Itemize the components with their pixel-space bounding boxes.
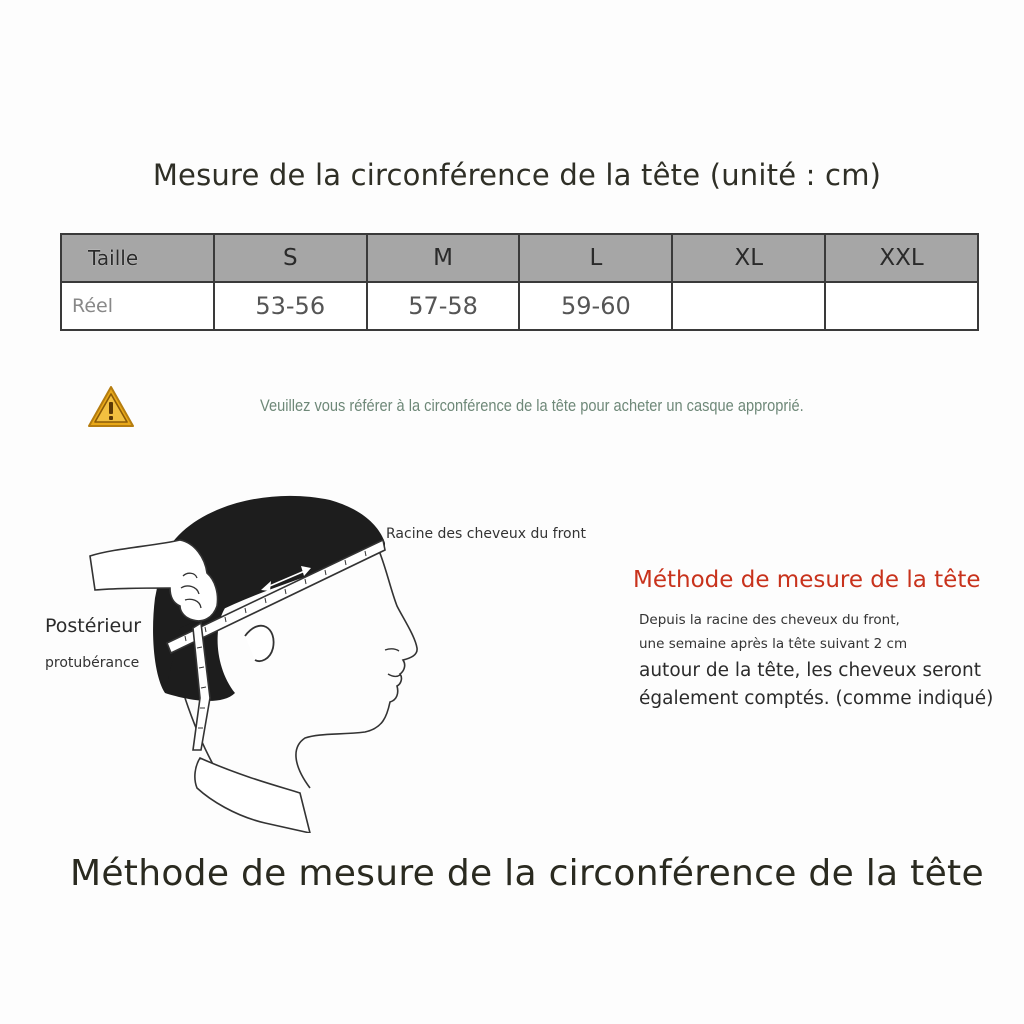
notice-text: Veuillez vous référer à la circonférence de la tête pour acheter un casque approprié. (260, 396, 804, 415)
method-description-line: également comptés. (comme indiqué) (639, 688, 994, 709)
bottom-title: Méthode de mesure de la circonférence de la tête (70, 853, 984, 894)
size-header-cell: L (519, 234, 672, 282)
size-header-cell: XL (672, 234, 825, 282)
size-table-header-row (61, 234, 978, 282)
warning-triangle-icon (86, 384, 136, 430)
label-front-hairline: Racine des cheveux du front (386, 526, 586, 542)
size-table (60, 233, 979, 331)
page-title: Mesure de la circonférence de la tête (unité : cm) (152, 158, 882, 192)
method-description-line: Depuis la racine des cheveux du front, (639, 612, 900, 628)
method-description-line: une semaine après la tête suivant 2 cm (639, 636, 908, 652)
size-value-cell: 59-60 (519, 282, 672, 330)
size-header-cell: XXL (825, 234, 978, 282)
size-value-cell: 53-56 (214, 282, 367, 330)
size-header-cell: M (367, 234, 520, 282)
row-label-cell: Réel (61, 282, 214, 330)
size-value-cell (672, 282, 825, 330)
size-value-cell: 57-58 (367, 282, 520, 330)
size-header-cell: Taille (61, 234, 214, 282)
label-posterior: Postérieur (45, 615, 142, 637)
method-description-line: autour de la tête, les cheveux seront (639, 660, 981, 681)
label-protuberance: protubérance (45, 655, 140, 671)
size-header-cell: S (214, 234, 367, 282)
size-value-cell (825, 282, 978, 330)
size-table-value-row (61, 282, 978, 330)
method-title: Méthode de mesure de la tête (633, 567, 981, 593)
